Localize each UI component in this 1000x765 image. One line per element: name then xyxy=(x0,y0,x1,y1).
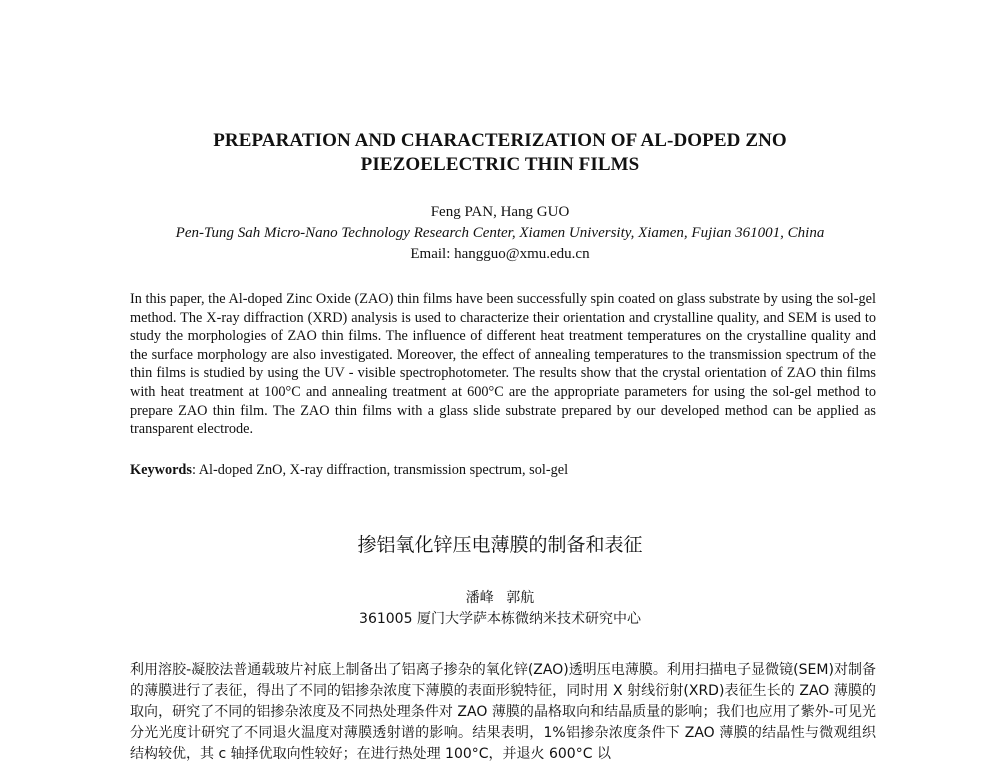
paper-title-line-1: PREPARATION AND CHARACTERIZATION OF AL-DOPED ZNO xyxy=(213,130,787,151)
author-list: Feng PAN, Hang GUO xyxy=(430,204,570,220)
paper-title xyxy=(0,129,1000,177)
author-email: Email: hangguo@xmu.edu.cn xyxy=(410,246,590,262)
keywords-line xyxy=(130,461,876,479)
keywords-text: : Al-doped ZnO, X-ray diffraction, transmission spectrum, sol-gel xyxy=(191,462,569,478)
author-affiliation-chinese: 361005 厦门大学萨本栋微纳米技术研究中心 xyxy=(359,611,641,627)
author-affiliation: Pen-Tung Sah Micro-Nano Technology Research Center, Xiamen University, Xiamen, Fujian 361001, China xyxy=(175,225,825,241)
author-list-chinese: 潘峰 郭航 xyxy=(465,590,535,606)
abstract-chinese: 利用溶胶-凝胶法普通载玻片衬底上制备出了铝离子掺杂的氧化锌(ZAO)透明压电薄膜。利用扫描电子显微镜(SEM)对制备的薄膜进行了表征，得出了不同的铝掺杂浓度下薄膜的表面形貌特征，同时用 X 射线衍射(XRD)表征生长的 ZAO 薄膜的取向，研究了不同的铝掺杂浓度及不同热处理条件对 ZAO 薄膜的晶格取向和结晶质量的影响；我们也应用了紫外-可见光分光光度计研究了不同退火温度对薄膜透射谱的影响。结果表明，1%铝掺杂浓度条件下 ZAO 薄膜的结晶性与微观组织结构较优，其 c 轴择优取向性较好；在进行热处理 100°C，并退火 600°C 以 xyxy=(130,662,876,762)
keywords-label: Keywords xyxy=(130,462,192,478)
abstract-english: In this paper, the Al-doped Zinc Oxide (ZAO) thin films have been successfully spin coated on glass substrate by using the sol-gel method. The X-ray diffraction (XRD) analysis is used to characterize their orientation and crystalline quality, and SEM is used to study the morphologies of ZAO thin films. The influence of different heat treatment temperatures on the crystalline quality and the surface morphology are also investigated. Moreover, the effect of annealing temperatures to the transmission spectrum of the thin films is studied by using the UV - visible spectrophotometer. The results show that the crystal orientation of ZAO thin films with heat treatment at 100°C and annealing treatment at 600°C are the appropriate parameters for using the sol-gel method to prepare ZAO thin film. The ZAO thin films with a glass slide substrate prepared by our developed method can be applied as transparent electrode. xyxy=(130,291,876,438)
paper-title-chinese: 掺铝氧化锌压电薄膜的制备和表征 xyxy=(357,534,643,556)
paper-title-line-2: PIEZOELECTRIC THIN FILMS xyxy=(360,154,640,175)
